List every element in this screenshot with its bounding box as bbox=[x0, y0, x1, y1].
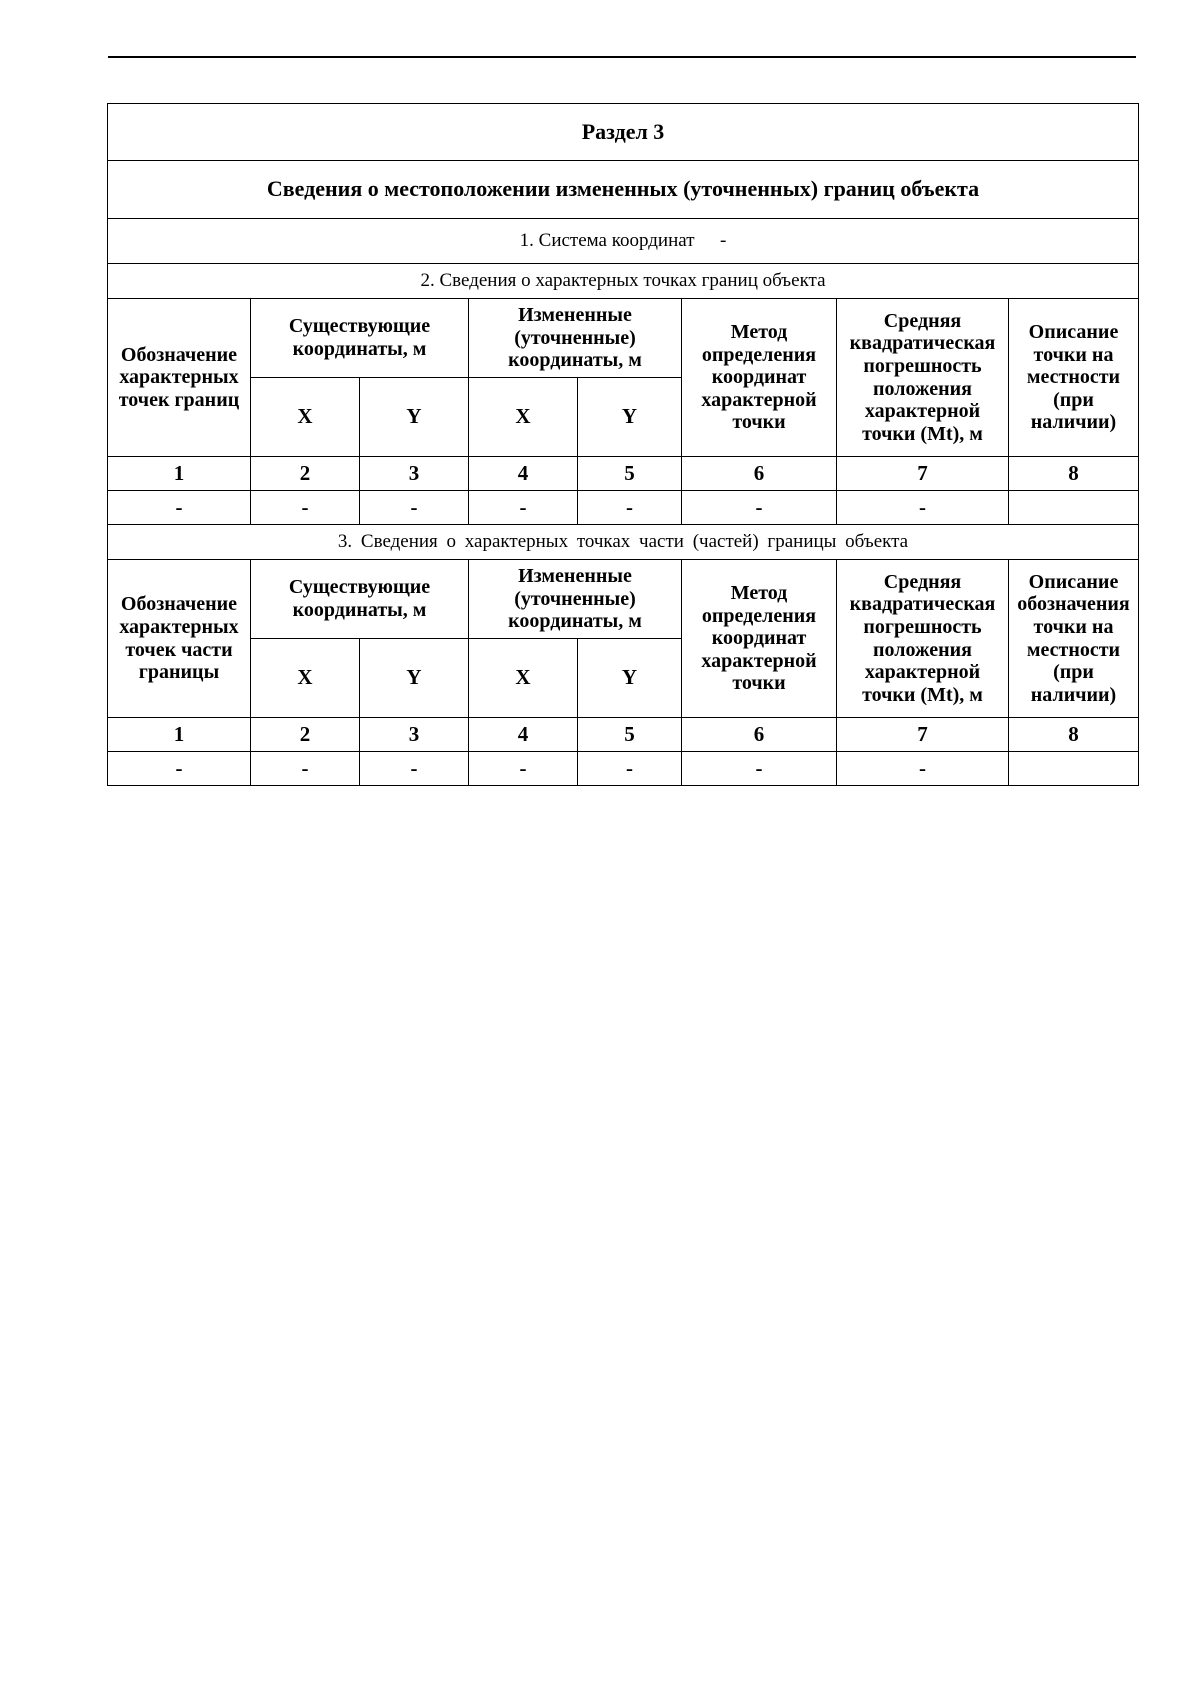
table1-label-row bbox=[108, 264, 1139, 299]
section-title-row bbox=[108, 104, 1139, 161]
table1-column-number: 7 bbox=[837, 457, 1009, 491]
table2-cell: - bbox=[682, 752, 837, 786]
table2-header-existing-x: X bbox=[251, 639, 360, 718]
table-row bbox=[108, 491, 1139, 525]
coordinate-system-row bbox=[108, 219, 1139, 264]
table2-header-row bbox=[108, 560, 1139, 639]
table2-header-existing-y: Y bbox=[360, 639, 469, 718]
table1-header-designation: Обозначение характерных точек границ bbox=[108, 299, 251, 457]
table1-header-existing-y: Y bbox=[360, 378, 469, 457]
table2-header-changed-y: Y bbox=[578, 639, 682, 718]
table2-column-number: 4 bbox=[469, 718, 578, 752]
table1-column-number: 4 bbox=[469, 457, 578, 491]
table2-header-description: Описание обозначения точки на местности (при наличии) bbox=[1009, 560, 1139, 718]
table2-cell: - bbox=[837, 752, 1009, 786]
table2-header-method: Метод определения координат характерной точки bbox=[682, 560, 837, 718]
table2-label: 3. Сведения о характерных точках части (частей) границы объекта bbox=[108, 525, 1139, 560]
table1-label: 2. Сведения о характерных точках границ объекта bbox=[108, 264, 1139, 299]
table1-cell: - bbox=[837, 491, 1009, 525]
section-3-table bbox=[107, 103, 1139, 786]
table2-cell: - bbox=[360, 752, 469, 786]
table1-cell bbox=[1009, 491, 1139, 525]
table1-column-number: 5 bbox=[578, 457, 682, 491]
table2-column-number: 1 bbox=[108, 718, 251, 752]
section-title: Раздел 3 bbox=[108, 104, 1139, 161]
table1-header-changed: Измененные (уточненные) координаты, м bbox=[469, 299, 682, 378]
section-subtitle: Сведения о местоположении измененных (уточненных) границ объекта bbox=[108, 161, 1139, 219]
table1-header-existing-x: X bbox=[251, 378, 360, 457]
table1-cell: - bbox=[578, 491, 682, 525]
table2-cell: - bbox=[251, 752, 360, 786]
coordinate-system-label: 1. Система координат bbox=[519, 230, 695, 252]
table2-column-number: 2 bbox=[251, 718, 360, 752]
table2-header-changed: Измененные (уточненные) координаты, м bbox=[469, 560, 682, 639]
table2-label-row bbox=[108, 525, 1139, 560]
table1-cell: - bbox=[108, 491, 251, 525]
table1-header-error: Средняя квадратическая погрешность положения характерной точки (Mt), м bbox=[837, 299, 1009, 457]
table2-column-numbers-row bbox=[108, 718, 1139, 752]
table2-cell bbox=[1009, 752, 1139, 786]
table1-header-changed-y: Y bbox=[578, 378, 682, 457]
table1-header-changed-x: X bbox=[469, 378, 578, 457]
table1-header-method: Метод определения координат характерной точки bbox=[682, 299, 837, 457]
table1-cell: - bbox=[251, 491, 360, 525]
table1-cell: - bbox=[682, 491, 837, 525]
table2-cell: - bbox=[578, 752, 682, 786]
table1-column-number: 2 bbox=[251, 457, 360, 491]
table2-header-existing: Существующие координаты, м bbox=[251, 560, 469, 639]
table2-column-number: 3 bbox=[360, 718, 469, 752]
table1-cell: - bbox=[360, 491, 469, 525]
section-subtitle-row bbox=[108, 161, 1139, 219]
table1-header-description: Описание точки на местности (при наличии) bbox=[1009, 299, 1139, 457]
table2-cell: - bbox=[469, 752, 578, 786]
top-rule bbox=[108, 56, 1136, 58]
table1-column-numbers-row bbox=[108, 457, 1139, 491]
table2-header-error: Средняя квадратическая погрешность положения характерной точки (Mt), м bbox=[837, 560, 1009, 718]
table2-column-number: 8 bbox=[1009, 718, 1139, 752]
table1-cell: - bbox=[469, 491, 578, 525]
table2-column-number: 7 bbox=[837, 718, 1009, 752]
table2-column-number: 5 bbox=[578, 718, 682, 752]
table1-header-existing: Существующие координаты, м bbox=[251, 299, 469, 378]
table2-cell: - bbox=[108, 752, 251, 786]
table2-header-designation: Обозначение характерных точек части границы bbox=[108, 560, 251, 718]
table2-column-number: 6 bbox=[682, 718, 837, 752]
table1-column-number: 3 bbox=[360, 457, 469, 491]
table1-header-row bbox=[108, 299, 1139, 378]
table-row bbox=[108, 752, 1139, 786]
table1-column-number: 8 bbox=[1009, 457, 1139, 491]
table1-column-number: 6 bbox=[682, 457, 837, 491]
coordinate-system-cell bbox=[108, 219, 1139, 264]
table2-header-changed-x: X bbox=[469, 639, 578, 718]
coordinate-system-value: - bbox=[720, 230, 727, 252]
table1-column-number: 1 bbox=[108, 457, 251, 491]
